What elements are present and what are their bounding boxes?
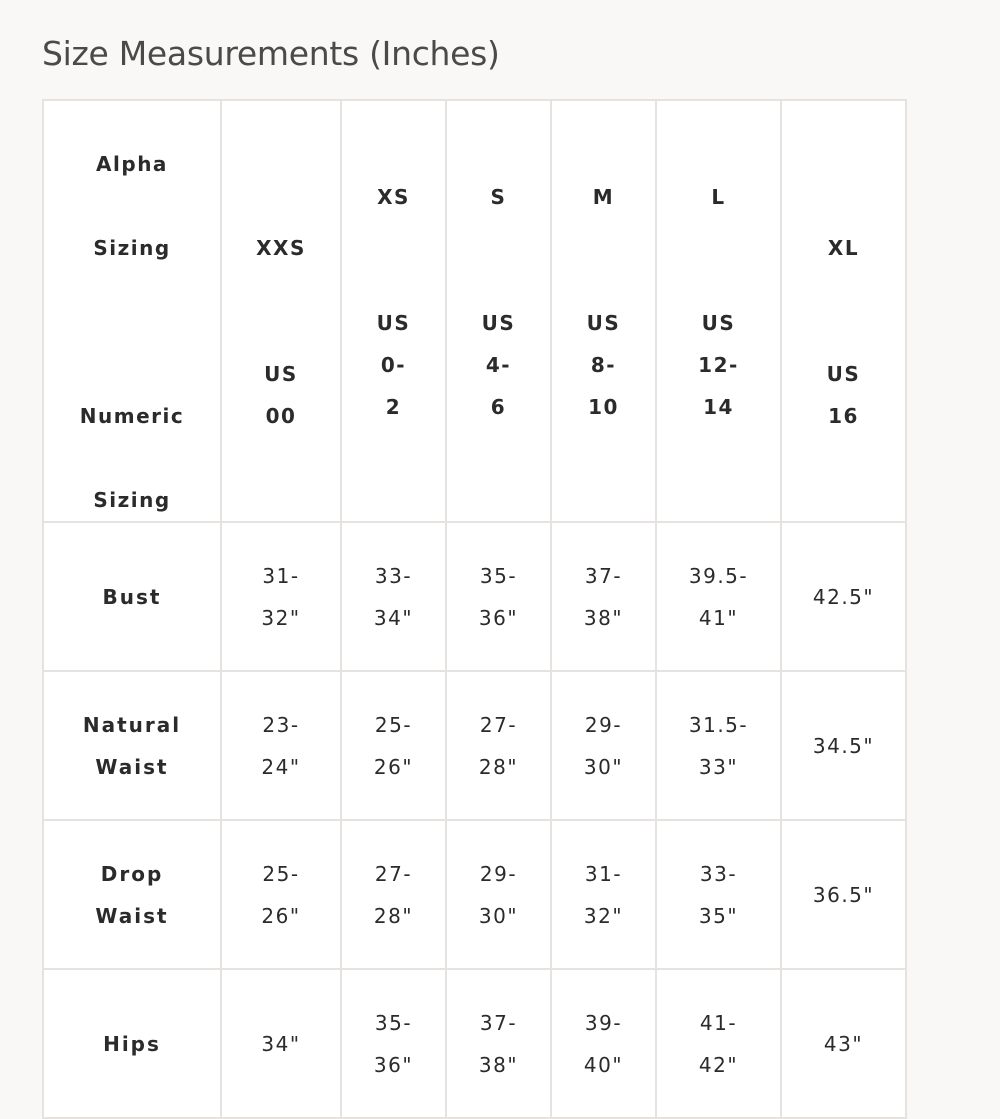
table-cell: 27- 28" bbox=[341, 820, 446, 969]
size-measurements-table bbox=[42, 99, 907, 1119]
size-header-m bbox=[551, 100, 656, 522]
table-cell: 31- 32" bbox=[221, 522, 341, 671]
table-cell: 34.5" bbox=[781, 671, 906, 820]
size-numeric: US 12- 14 bbox=[698, 311, 739, 419]
table-cell: 43" bbox=[781, 969, 906, 1118]
table-cell: 39.5- 41" bbox=[656, 522, 781, 671]
table-cell: 25- 26" bbox=[221, 820, 341, 969]
table-cell: 31- 32" bbox=[551, 820, 656, 969]
size-header-s bbox=[446, 100, 551, 522]
table-cell: 35- 36" bbox=[446, 522, 551, 671]
size-numeric: US 8- 10 bbox=[586, 311, 621, 419]
size-header-xxs bbox=[221, 100, 341, 522]
size-alpha: XL bbox=[827, 236, 860, 260]
size-header-xl bbox=[781, 100, 906, 522]
size-header-gap bbox=[661, 218, 776, 260]
table-cell: 31.5- 33" bbox=[656, 671, 781, 820]
table-row-hips bbox=[43, 969, 906, 1118]
table-row-bust bbox=[43, 522, 906, 671]
table-cell: 33- 34" bbox=[341, 522, 446, 671]
size-header-gap bbox=[786, 269, 901, 311]
size-header-gap bbox=[451, 218, 546, 260]
row-label: Hips bbox=[43, 969, 221, 1118]
page-title: Size Measurements (Inches) bbox=[42, 34, 500, 73]
alpha-sizing-label-line-1: Alpha bbox=[96, 152, 168, 176]
alpha-sizing-label-line-2: Sizing bbox=[93, 236, 171, 260]
table-cell: 34" bbox=[221, 969, 341, 1118]
numeric-sizing-label-line-1: Numeric bbox=[79, 404, 185, 428]
size-numeric: US 0- 2 bbox=[376, 311, 411, 419]
numeric-sizing-label-line-2: Sizing bbox=[93, 488, 171, 512]
table-cell: 29- 30" bbox=[551, 671, 656, 820]
size-numeric: US 4- 6 bbox=[481, 311, 516, 419]
table-cell: 25- 26" bbox=[341, 671, 446, 820]
size-alpha: L bbox=[711, 185, 726, 209]
size-header-l bbox=[656, 100, 781, 522]
size-header-gap bbox=[346, 218, 441, 260]
size-numeric: US 16 bbox=[826, 362, 861, 428]
table-cell: 42.5" bbox=[781, 522, 906, 671]
table-cell: 37- 38" bbox=[446, 969, 551, 1118]
table-row-natural-waist bbox=[43, 671, 906, 820]
table-cell: 39- 40" bbox=[551, 969, 656, 1118]
table-cell: 36.5" bbox=[781, 820, 906, 969]
table-cell: 23- 24" bbox=[221, 671, 341, 820]
header-label-gap bbox=[48, 311, 216, 353]
table-cell: 37- 38" bbox=[551, 522, 656, 671]
table-row-drop-waist bbox=[43, 820, 906, 969]
table-cell: 41- 42" bbox=[656, 969, 781, 1118]
row-label: Drop Waist bbox=[43, 820, 221, 969]
size-alpha: S bbox=[490, 185, 507, 209]
header-row bbox=[43, 100, 906, 522]
table-cell: 27- 28" bbox=[446, 671, 551, 820]
size-alpha: M bbox=[592, 185, 615, 209]
size-alpha: XXS bbox=[256, 236, 306, 260]
header-label-cell bbox=[43, 100, 221, 522]
row-label: Natural Waist bbox=[43, 671, 221, 820]
size-header-gap bbox=[556, 218, 651, 260]
size-alpha: XS bbox=[377, 185, 410, 209]
table-cell: 33- 35" bbox=[656, 820, 781, 969]
table-cell: 29- 30" bbox=[446, 820, 551, 969]
row-label: Bust bbox=[43, 522, 221, 671]
size-numeric: US 00 bbox=[264, 362, 298, 428]
size-header-gap bbox=[226, 269, 336, 311]
size-header-xs bbox=[341, 100, 446, 522]
table-cell: 35- 36" bbox=[341, 969, 446, 1118]
